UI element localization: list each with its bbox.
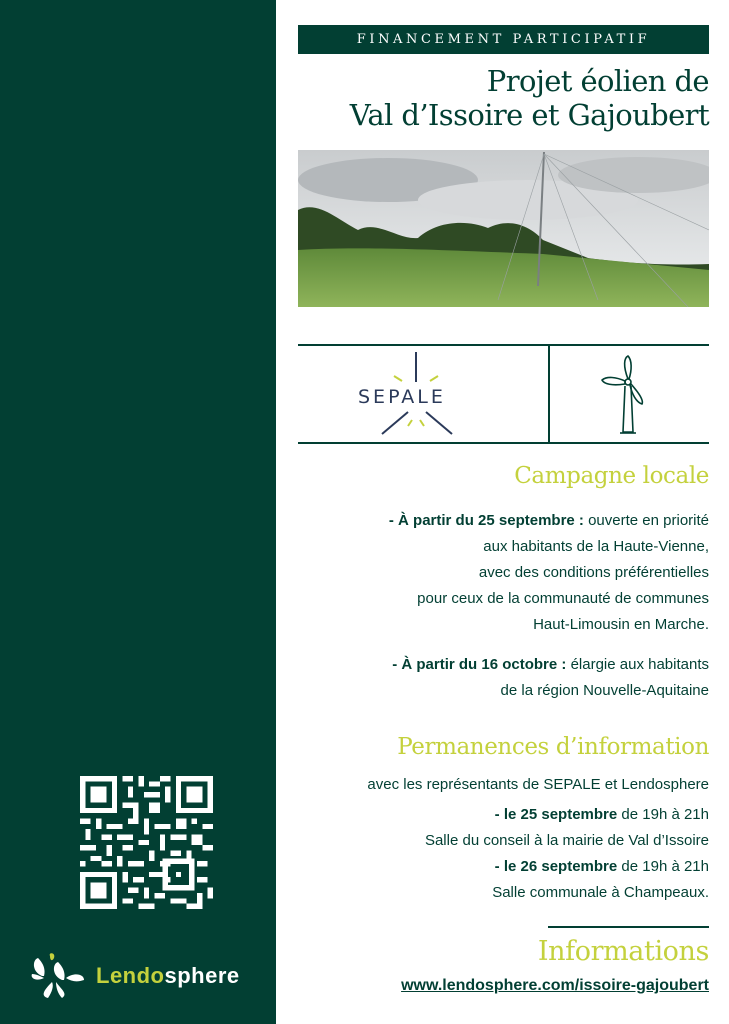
- campaign-item-2-lead: - À partir du 16 octobre :: [392, 656, 567, 673]
- page-title: [350, 64, 709, 132]
- session-1-date: - le 25 septembre: [494, 806, 618, 823]
- campaign-item-1-line: aux habitants de la Haute-Vienne,: [483, 538, 709, 555]
- partner-logos: [298, 344, 709, 444]
- campaign-heading: Campagne locale: [514, 463, 709, 489]
- permanences-intro: avec les représentants de SEPALE et Lendosphere: [367, 776, 709, 793]
- info-divider: [548, 926, 709, 928]
- campaign-item-1-line: ouverte en priorité: [588, 512, 709, 529]
- wordmark-part2: sphere: [164, 963, 240, 988]
- info-link[interactable]: www.lendosphere.com/issoire-gajoubert: [401, 977, 709, 994]
- permanences-heading: Permanences d’information: [397, 734, 709, 760]
- campaign-item-2: [392, 652, 709, 704]
- title-line-1: Projet éolien de: [486, 64, 709, 98]
- campaign-item-1-line: avec des conditions préférentielles: [478, 564, 709, 581]
- campaign-item-1-lead: - À partir du 25 septembre :: [388, 512, 584, 529]
- left-panel: [0, 0, 276, 1024]
- campaign-item-1-line: pour ceux de la communauté de communes: [417, 590, 709, 607]
- qr-code[interactable]: [80, 776, 213, 909]
- campaign-item-1-line: Haut-Limousin en Marche.: [533, 616, 709, 633]
- wordmark-part1: Lendo: [96, 963, 165, 988]
- session-2-place: Salle communale à Champeaux.: [492, 884, 709, 901]
- campaign-item-2-line: élargie aux habitants: [570, 656, 709, 673]
- session-2-time: de 19h à 21h: [621, 858, 709, 875]
- ginkgo-icon: [30, 952, 90, 1002]
- campaign-item-2-line: de la région Nouvelle-Aquitaine: [500, 682, 709, 699]
- lendosphere-wordmark: [96, 963, 240, 989]
- title-line-2: Val d’Issoire et Gajoubert: [349, 98, 709, 132]
- session-2-date: - le 26 septembre: [494, 858, 618, 875]
- session-1-time: de 19h à 21h: [621, 806, 709, 823]
- info-heading: Informations: [537, 936, 709, 967]
- category-banner: FINANCEMENT PARTICIPATIF: [298, 25, 709, 54]
- field-photo: [298, 150, 709, 307]
- sepale-wordmark: SEPALE: [358, 386, 446, 408]
- session-1-place: Salle du conseil à la mairie de Val d’Issoire: [424, 832, 709, 849]
- logo-divider: [548, 346, 550, 442]
- landscape-illustration: [298, 150, 709, 307]
- permanences-list: [367, 772, 709, 906]
- wind-turbine-icon: [598, 354, 658, 436]
- campaign-item-1: [389, 508, 709, 638]
